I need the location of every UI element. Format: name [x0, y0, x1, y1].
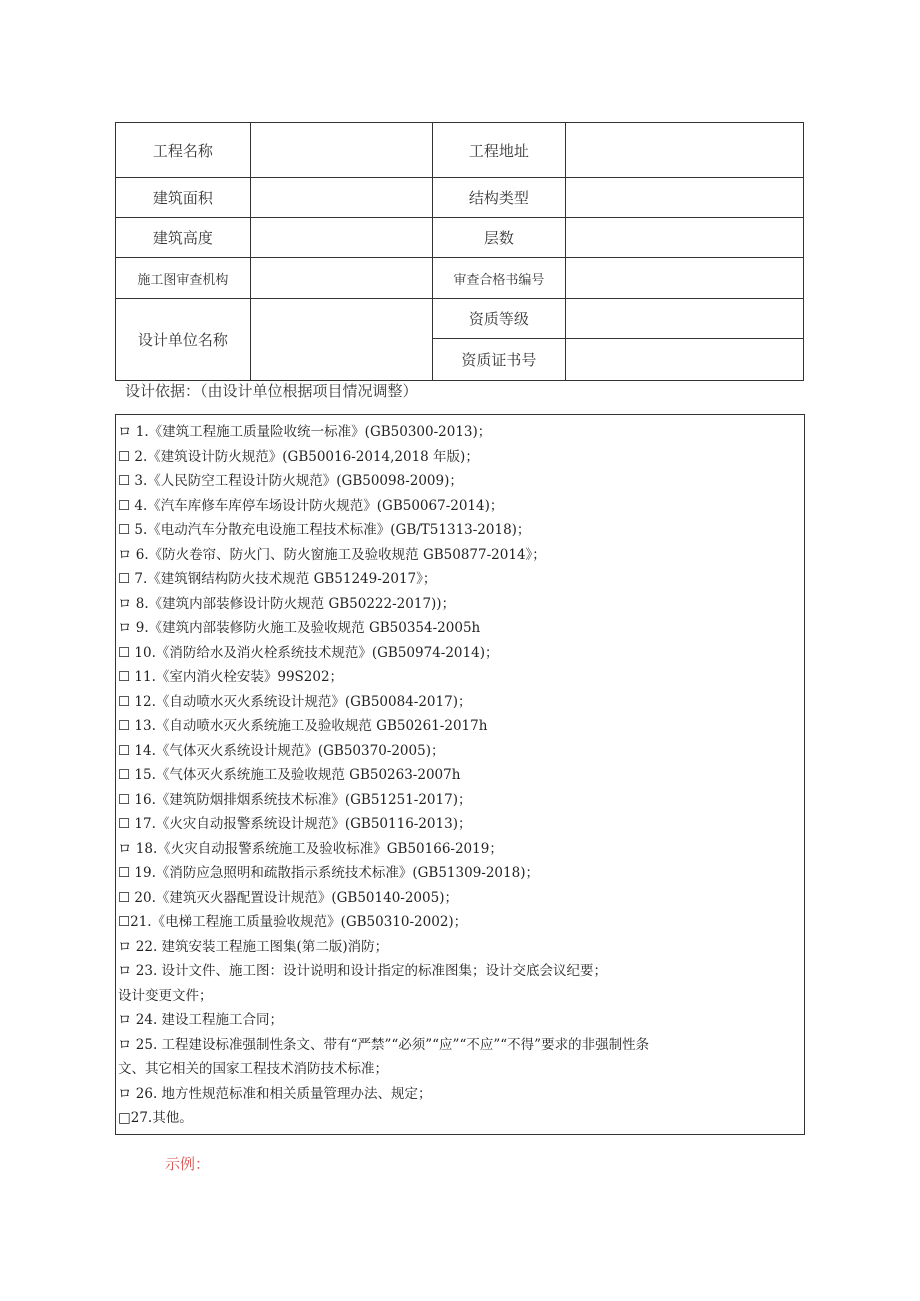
label-review-agency: 施工图审查机构 [116, 258, 251, 299]
value-project-address[interactable] [566, 123, 804, 178]
value-design-unit[interactable] [250, 299, 432, 381]
basis-item[interactable]: ☐ 4.《汽车库修车库停车场设计防火规范》(GB50067-2014)； [118, 497, 504, 514]
basis-item[interactable]: ☐ 15.《气体灭火系统施工及验收规范 GB50263-2007h [118, 767, 461, 783]
basis-item[interactable]: ロ 6.《防火卷帘、防火门、防火窗施工及验收规范 GB50877-2014》； [118, 546, 546, 563]
label-floors: 层数 [432, 218, 566, 258]
basis-item[interactable]: ☐ 13.《自动喷水灭火系统施工及验收规范 GB50261-2017h [118, 718, 488, 734]
label-certificate-no: 审查合格书编号 [432, 258, 566, 299]
basis-item[interactable]: ☐ 17.《火灾自动报警系统设计规范》(GB50116-2013)； [118, 816, 472, 832]
basis-item[interactable]: ロ 26. 地方性规范标准和相关质量管理办法、规定； [118, 1085, 432, 1102]
basis-item[interactable]: ロ 23. 设计文件、施工图：设计说明和设计指定的标准图集；设计交底会议纪要； [118, 963, 608, 979]
basis-item[interactable]: ☐ 20.《建筑灭火器配置设计规范》(GB50140-2005)； [118, 889, 458, 906]
basis-item[interactable]: ロ 22. 建筑安装工程施工图集(第二版)消防； [118, 938, 389, 955]
label-design-unit: 设计单位名称 [116, 299, 251, 381]
basis-item[interactable]: 文、其它相关的国家工程技术消防技术标准； [118, 1061, 388, 1077]
value-qualification-cert[interactable] [566, 339, 804, 381]
value-certificate-no[interactable] [566, 258, 804, 299]
design-basis-label: 设计依据：（由设计单位根据项目情况调整） [125, 382, 418, 400]
basis-item[interactable]: ☐ 16.《建筑防烟排烟系统技术标准》(GB51251-2017)； [118, 791, 472, 808]
project-info-table [115, 122, 804, 381]
basis-item[interactable]: ロ 24. 建设工程施工合同； [118, 1012, 284, 1028]
basis-item[interactable]: ☐ 7.《建筑钢结构防火技术规范 GB51249-2017》； [118, 571, 437, 587]
value-building-area[interactable] [250, 178, 432, 218]
label-project-name: 工程名称 [116, 123, 251, 178]
basis-item[interactable]: ☐ 11.《室内消火栓安装》99S202； [118, 669, 344, 685]
label-qualification-cert: 资质证书号 [432, 339, 566, 381]
basis-item[interactable]: ロ 18.《火灾自动报警系统施工及验收标准》GB50166-2019； [118, 840, 503, 857]
value-qualification-level[interactable] [566, 299, 804, 339]
basis-item[interactable]: ☐ 19.《消防应急照明和疏散指示系统技术标准》(GB51309-2018)； [118, 865, 539, 881]
label-project-address: 工程地址 [432, 123, 566, 178]
value-floors[interactable] [566, 218, 804, 258]
value-review-agency[interactable] [250, 258, 432, 299]
basis-item[interactable]: ☐ 14.《气体灭火系统设计规范》(GB50370-2005)； [118, 742, 445, 759]
basis-item[interactable]: 设计变更文件； [118, 987, 213, 1004]
value-project-name[interactable] [250, 123, 432, 178]
basis-item[interactable]: ☐ 12.《自动喷水灭火系统设计规范》(GB50084-2017)； [118, 693, 472, 710]
basis-item[interactable]: ☐ 3.《人民防空工程设计防火规范》(GB50098-2009)； [118, 473, 463, 489]
basis-item[interactable]: ロ 1.《建筑工程施工质量险收统一标准》(GB50300-2013)； [118, 424, 492, 440]
example-label: 示例： [165, 1155, 211, 1173]
basis-item[interactable]: ロ 8.《建筑内部装修设计防火规范 GB50222-2017))； [118, 595, 456, 612]
basis-item[interactable]: ☐ 5.《电动汽车分散充电设施工程技术标准》(GB/T51313-2018)； [118, 522, 531, 538]
label-qualification-level: 资质等级 [432, 299, 566, 339]
design-basis-list [115, 414, 805, 1135]
basis-item[interactable]: ☐21.《电梯工程施工质量验收规范》(GB50310-2002)； [118, 914, 468, 930]
label-building-height: 建筑高度 [116, 218, 251, 258]
basis-item[interactable]: ☐ 10.《消防给水及消火栓系统技术规范》(GB50974-2014)； [118, 644, 499, 661]
basis-item[interactable]: ロ 25. 工程建设标准强制性条文、带有“严禁”“必须”“应”“不应”“不得”要求的非强制性条 [118, 1036, 650, 1053]
basis-item[interactable]: □27.其他。 [118, 1110, 193, 1126]
basis-item[interactable]: ロ 9.《建筑内部装修防火施工及验收规范 GB50354-2005h [118, 620, 481, 636]
label-structure-type: 结构类型 [432, 178, 566, 218]
label-building-area: 建筑面积 [116, 178, 251, 218]
value-building-height[interactable] [250, 218, 432, 258]
value-structure-type[interactable] [566, 178, 804, 218]
basis-item[interactable]: ☐ 2.《建筑设计防火规范》(GB50016-2014,2018 年版)； [118, 448, 479, 465]
